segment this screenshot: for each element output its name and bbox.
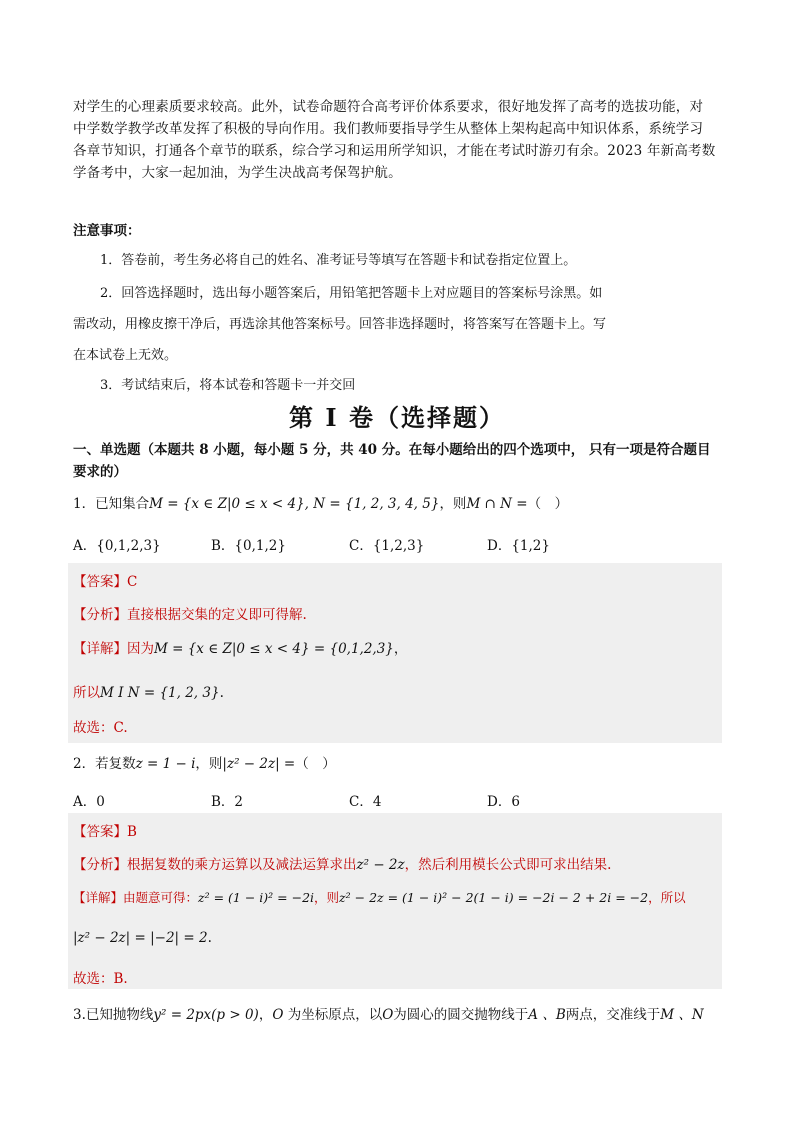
q1-option-c: C．{1,2,3} — [349, 538, 425, 554]
q2-stem-math: z = 1 − i — [135, 756, 196, 772]
q1-option-b: B．{0,1,2} — [211, 538, 286, 554]
q1-choose: 故选：C. — [73, 720, 128, 736]
question-3-stem — [73, 1003, 704, 1023]
q2-detail-label: 【详解】 — [73, 890, 124, 905]
q3-stem-math: y² = 2px(p > 0) — [153, 1007, 259, 1023]
q1-answer-label: 【答案】 — [73, 574, 127, 590]
intro-line-3: 各章节知识，打通各个章节的联系，综合学习和运用所学知识，才能在考试时游刃有余。2023 年新高考数 — [73, 143, 716, 159]
q3-stem-text-e: 两点，交准线于 — [565, 1007, 661, 1023]
q2-option-c: C．4 — [349, 794, 382, 810]
q1-so-end: . — [219, 685, 224, 701]
q2-detail — [73, 888, 686, 906]
q2-detail-text-a: 由题意可得： — [123, 890, 199, 905]
q2-line-2-end: . — [207, 930, 212, 946]
q2-answer-label: 【答案】 — [73, 824, 127, 840]
q3-stem-text-d: 为圆心的圆交抛物线于 — [393, 1007, 529, 1023]
q1-detail-label: 【详解】 — [73, 641, 127, 657]
q1-detail — [73, 637, 407, 657]
q1-so-math: M I N = {1, 2, 3} — [100, 685, 220, 701]
q2-analysis-label: 【分析】 — [73, 857, 127, 873]
intro-line-4: 学备考中，大家一起加油，为学生决战高考保驾护航。 — [73, 165, 402, 181]
q1-detail-math: M = {x ∈ Z|0 ≤ x < 4} = {0,1,2,3} — [154, 641, 394, 657]
q1-stem-math: M = {x ∈ Z|0 ≤ x < 4}, N = {1, 2, 3, 4, 5} — [149, 496, 440, 512]
section-title: 第 I 卷（选择题） — [289, 403, 505, 432]
q2-detail-math: z² = (1 − i)² = −2i — [198, 890, 315, 905]
notes-item-2-line-2: 需改动，用橡皮擦干净后，再选涂其他答案标号。回答非选择题时，将答案写在答题卡上。写 — [73, 317, 607, 332]
q2-option-b: B．2 — [211, 794, 244, 810]
q2-detail-text-c: ，所以 — [648, 890, 686, 905]
q2-stem-text-c: （ ） — [295, 756, 336, 772]
q3-stem-o-2: O — [382, 1007, 394, 1023]
part-heading: 一、单选题（本题共 8 小题，每小题 5 分，共 40 分。在每小题给出的四个选项中， 只有一项是符合题目要求的） — [73, 442, 711, 480]
intro-line-2: 中学数学教学改革发挥了积极的导向作用。我们教师要指导学生从整体上架构起高中知识体系，系统学习 — [73, 121, 704, 137]
notes-item-2-line-1: 2．回答选择题时，选出每小题答案后，用铅笔把答题卡上对应题目的答案标号涂黑。如 — [100, 286, 603, 301]
q1-option-a: A．{0,1,2,3} — [73, 538, 161, 554]
q3-stem-text-c: 为坐标原点，以 — [283, 1007, 383, 1023]
q2-analysis-math: z² − 2z — [356, 857, 405, 873]
q1-analysis — [73, 603, 307, 623]
notes-item-1: 1．答卷前，考生务必将自己的姓名、准考证号等填写在答题卡和试卷指定位置上。 — [100, 253, 577, 268]
q2-detail-text-b: ，则 — [314, 890, 340, 905]
question-2-stem — [73, 752, 336, 772]
q2-option-d: D．6 — [487, 794, 520, 810]
q3-stem-ab: A 、B — [528, 1007, 566, 1023]
q2-line-2 — [73, 930, 212, 946]
q2-analysis — [73, 853, 611, 873]
q2-stem-text-a: 2．若复数 — [73, 756, 136, 772]
q2-stem-text-b: ，则 — [195, 756, 223, 772]
q1-so-text: 所以 — [73, 685, 100, 701]
q1-detail-text-b: ， — [393, 641, 408, 657]
q1-analysis-text: 直接根据交集的定义即可得解. — [127, 607, 307, 623]
q2-stem-math-2: |z² − 2z| = — [222, 756, 296, 772]
q2-choose: 故选：B. — [73, 971, 128, 987]
notes-title: 注意事项： — [73, 223, 141, 239]
q3-stem-text-a: 3.已知抛物线 — [73, 1007, 154, 1023]
notes-item-3: 3．考试结束后，将本试卷和答题卡一并交回 — [100, 378, 356, 393]
q1-answer — [73, 570, 137, 590]
intro-line-1: 对学生的心理素质要求较高。此外，试卷命题符合高考评价体系要求，很好地发挥了高考的选拔功能，对 — [73, 99, 704, 115]
q3-stem-mn: M 、N — [660, 1007, 704, 1023]
q1-detail-text-a: 因为 — [127, 641, 154, 657]
q2-analysis-text-a: 根据复数的乘方运算以及减法运算求出 — [127, 857, 357, 873]
q1-analysis-label: 【分析】 — [73, 607, 127, 623]
q2-answer-value: B — [127, 824, 137, 840]
q1-stem-math-2: M ∩ N = — [466, 496, 528, 512]
q1-answer-value: C — [127, 574, 138, 590]
q2-option-a: A．0 — [73, 794, 105, 810]
q1-stem-text-c: （ ） — [527, 496, 569, 512]
q2-analysis-text-b: ，然后利用模长公式即可求出结果. — [404, 857, 612, 873]
q2-line-2-math: |z² − 2z| = |−2| = 2 — [73, 930, 208, 946]
q3-stem-o: O — [272, 1007, 284, 1023]
q2-detail-math-2: z² − 2z = (1 − i)² − 2(1 − i) = −2i − 2 + 2i = −2 — [339, 890, 649, 905]
notes-item-2-line-3: 在本试卷上无效。 — [73, 348, 178, 363]
question-1-stem — [73, 492, 568, 512]
q2-answer — [73, 820, 137, 840]
q1-option-d: D．{1,2} — [487, 538, 550, 554]
q1-stem-text-a: 1．已知集合 — [73, 496, 150, 512]
q1-stem-text-b: ，则 — [439, 496, 467, 512]
q1-so — [73, 681, 224, 701]
q3-stem-text-b: ， — [258, 1007, 273, 1023]
